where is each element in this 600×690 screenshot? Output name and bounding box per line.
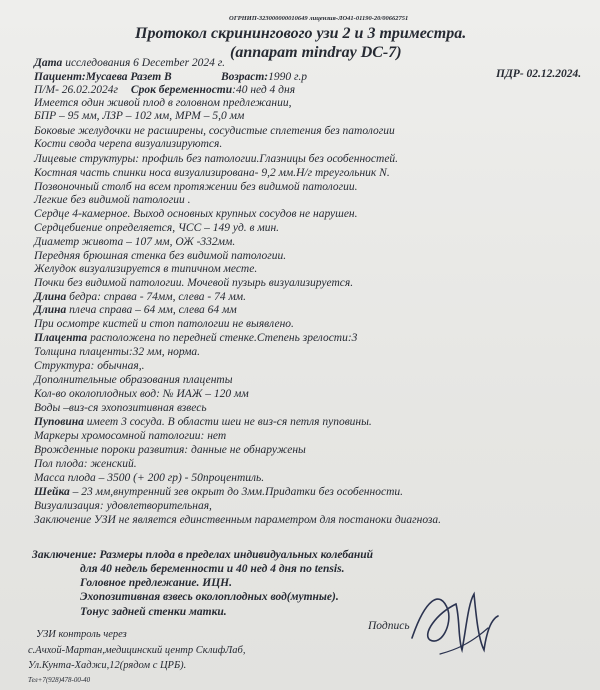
finding-line: Сердце 4-камерное. Выход основных крупных сосудов не нарушен. xyxy=(34,208,358,220)
pdr-date: ПДР- 02.12.2024. xyxy=(496,68,582,80)
conclusion-line: Головное предлежание. ИЦН. xyxy=(80,577,232,589)
date-label: Дата xyxy=(34,57,63,69)
placenta-detail-line: Толщина плаценты:32 мм, норма. xyxy=(34,346,201,358)
term-label: Срок беременности xyxy=(130,84,233,96)
conclusion-line: для 40 недель беременности и 40 нед 4 дня по tensis. xyxy=(80,563,345,575)
clinic-line: с.Ачхой-Мартан,медицинский центр СклифЛаб, xyxy=(28,645,246,656)
patient-name: Мусаева Разет В xyxy=(85,71,172,83)
finding-line: Диаметр живота – 107 мм, ОЖ -332мм. xyxy=(34,236,236,248)
finding-line: Боковые желудочки не расширены, сосудистые сплетения без патологии xyxy=(34,125,395,137)
exam-date: исследования 6 December 2024 г. xyxy=(62,57,226,69)
ogrn-header: ОГРНИП-323000000010649 лицензия-ЛО41-01190-20/00662751 xyxy=(229,15,409,22)
signature-label: Подпись xyxy=(368,620,410,632)
placenta-detail-line: Дополнительные образования плаценты xyxy=(34,374,233,386)
cervix-line xyxy=(34,486,403,499)
patient-label: Пациент: xyxy=(34,71,86,83)
malformation-line: Врожденные пороки развития: данные не обнаружены xyxy=(34,444,306,456)
phone-line: Тел+7(928)478-00-40 xyxy=(28,676,91,684)
term-value: :40 нед 4 дня xyxy=(232,84,296,96)
finding-line: Передняя брюшная стенка без видимой патологии. xyxy=(34,250,287,262)
weight-line: Масса плода – 3500 (+ 200 гр) - 50процентиль. xyxy=(34,472,265,484)
marker-line: Маркеры хромосомной патологии: нет xyxy=(34,430,227,442)
finding-line: Почки без видимой патологии. Мочевой пузырь визуализируется. xyxy=(34,277,354,289)
femur-label: Длина xyxy=(34,291,67,303)
placenta-detail-line: Структура: обычная,. xyxy=(34,360,145,372)
femur-text: бедра: справа - 74мм, слева - 74 мм. xyxy=(66,291,247,303)
document-title: Протокол скринингового узи 2 и 3 триместра. xyxy=(135,25,467,42)
exam-date-line xyxy=(34,57,225,70)
cord-text: имеет 3 сосуда. В области шеи не виз-ся петля пуповины. xyxy=(83,416,372,428)
placenta-line xyxy=(34,332,357,345)
follow-up-line: УЗИ контроль через xyxy=(36,629,127,640)
cervix-label: Шейка xyxy=(34,486,70,498)
patient-line xyxy=(34,71,172,84)
lmp-text: П/М- 26.02.2024г xyxy=(34,84,119,96)
femur-line xyxy=(34,291,246,304)
conclusion-line: Эхопозитивная взвесь околоплодных вод(мутные). xyxy=(80,591,339,603)
cervix-text: – 23 мм,внутренний зев окрыт до 3мм.Придатки без особенности. xyxy=(69,486,404,498)
conclusion-line: Тонус задней стенки матки. xyxy=(80,606,227,618)
finding-line: Сердцебиение определяется, ЧСС – 149 уд. в мин. xyxy=(34,222,280,234)
placenta-detail-line: Кол-во околоплодных вод: № ИАЖ – 120 мм xyxy=(34,388,249,400)
limbs-line: При осмотре кистей и стоп патологии не выявлено. xyxy=(34,318,294,330)
visualization-line: Визуализация: удовлетворительная, xyxy=(34,500,212,512)
finding-line: БПР – 95 мм, ЛЗР – 102 мм, МРМ – 5,0 мм xyxy=(34,110,245,122)
cord-line xyxy=(34,416,372,429)
age-value: 1990 г.р xyxy=(268,71,307,83)
address-line: Ул.Кунта-Хаджи,12(рядом с ЦРБ). xyxy=(28,660,187,671)
finding-line: Кости свода черепа визуализируются. xyxy=(34,138,223,150)
cord-label: Пуповина xyxy=(34,416,84,428)
age-label: Возраст: xyxy=(221,71,269,83)
device-subtitle: (аппарат mindray DC-7) xyxy=(230,44,402,61)
lmp-line xyxy=(34,84,295,97)
age-line xyxy=(221,71,307,84)
finding-line: Позвоночный столб на всем протяжении без видимой патологии. xyxy=(34,181,358,193)
handwritten-signature xyxy=(400,580,510,660)
humerus-line xyxy=(34,304,237,317)
disclaimer-line: Заключение УЗИ не является единственным параметром для постаноки диагноза. xyxy=(34,514,442,526)
finding-line: Легкие без видимой патологии . xyxy=(34,194,191,206)
conclusion-line: Заключение: Размеры плода в пределах индивидуальных колебаний xyxy=(32,549,374,561)
humerus-text: плеча справа – 64 мм, слева 64 мм xyxy=(66,304,237,316)
sex-line: Пол плода: женский. xyxy=(34,458,137,470)
placenta-label: Плацента xyxy=(34,332,88,344)
finding-line: Костная часть спинки носа визуализирована- 9,2 мм.Н/г треугольник N. xyxy=(34,167,390,179)
finding-line: Имеется один живой плод в головном предлежании, xyxy=(34,97,292,109)
placenta-detail-line: Воды –виз-ся эхопозитивная взвесь xyxy=(34,402,207,414)
finding-line: Лицевые структуры: профиль без патологии.Глазницы без особенностей. xyxy=(34,153,399,165)
humerus-label: Длина xyxy=(34,304,67,316)
placenta-text: расположена по передней стенке.Степень зрелости:3 xyxy=(87,332,358,344)
finding-line: Желудок визуализируется в типичном месте. xyxy=(34,263,258,275)
